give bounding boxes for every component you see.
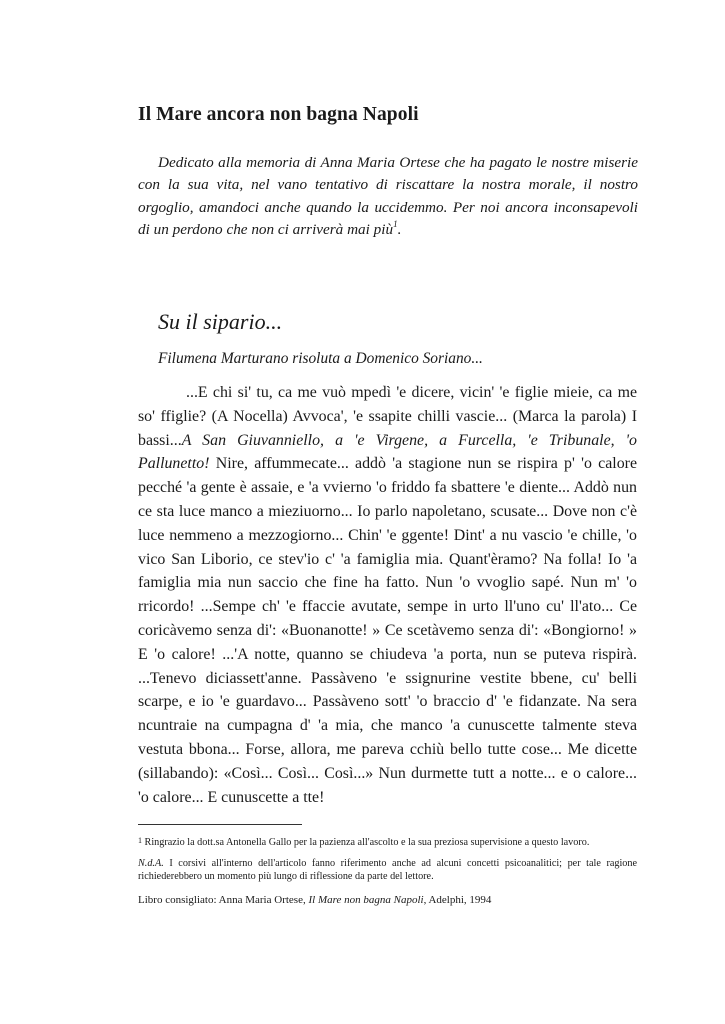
- body-text-part2: Nire, affummecate... addò 'a stagione nun se rispira p' 'o calore pecché 'a gente è assaie, e 'a vvierno 'o friddo fa sbattere 'e diente... Addò nun ce sta luce manco a mieziuorno... Io parlo napoletano, scusate... Dove non c'è luce nemmeno a mezzogiorno... Chin' 'e ggente! Dint' a nu vascio 'e chille, 'o vico San Liborio, ce stev'io c' 'a famiglia mia. Quant'èramo? Na folla! Io 'a famiglia mia nun saccio che fine ha fatto. Nun 'o vvoglio sapé. Nun m' 'o rricordo! ...Sempe ch' 'e ffaccie avutate, sempe in urto ll'uno cu' ll'ato... Ce coricàvemo senza di': «Buonanotte! » Ce scetàvemo senza di': «Bongiorno! » E 'o calore! ...'A notte, quanno se chiudeva 'a porta, nun se puteva rispirà. ...Tenevo diciassett'anne. Passàveno 'e ssignurine vestite bbene, cu' belli scarpe, e io 'e guardavo... Passàveno sott' 'o braccio d' 'e fidanzate. Na sera ncuntraie na cumpagna d' 'a mia, che manco 'a cunuscette talmente steva vestuta bbona... Forse, allora, me pareva cchiù bello tutte cose... Me dicette (sillabando): «Così... Così... Così...» Nun durmette tutt a notte... e o calore... 'o calore... E cunuscette a tte!: [138, 455, 637, 806]
- body-text-italic: A San Giuvanniello, a 'e Virgene, a Furcella, 'e Tribunale, 'o Pallunetto!: [138, 431, 637, 473]
- footnote-divider: [138, 824, 302, 825]
- book-prefix: Libro consigliato: Anna Maria Ortese,: [138, 894, 309, 906]
- book-suffix: , Adelphi, 1994: [423, 894, 492, 906]
- dedication-text: Dedicato alla memoria di Anna Maria Ortese che ha pagato le nostre miserie con la sua vita, nel vano tentativo di riscattare la nostra morale, il nostro orgoglio, amandoci anche quando la uccidemmo. Per noi ancora inconsapevoli di un perdono che non ci arriverà mai più: [138, 154, 638, 238]
- book-recommendation: [138, 893, 637, 907]
- dedication-end: .: [397, 220, 402, 238]
- footnote-text: Ringrazio la dott.sa Antonella Gallo per la pazienza all'ascolto e la sua preziosa supervisione a questo lavoro.: [142, 837, 590, 848]
- page-title: Il Mare ancora non bagna Napoli: [138, 104, 419, 125]
- footnote-reference[interactable]: 1: [393, 218, 398, 229]
- author-note: [138, 857, 637, 883]
- author-note-label: N.d.A.: [138, 858, 164, 869]
- author-note-text: I corsivi all'interno dell'articolo fanno riferimento anche ad alcuni concetti psicoanalitici; per tale ragione richiederebbero un momento più lungo di riflessione da parte del lettore.: [138, 858, 637, 882]
- body-paragraph: [138, 381, 637, 809]
- book-title: Il Mare non bagna Napoli: [308, 894, 424, 906]
- body-text-part1: ...E chi si' tu, ca me vuò mpedì 'e dicere, vicin' 'e figlie mieie, ca me so' ffiglie? (A Nocella) Avvoca', 'e ssapite chilli vascie... (Marca la parola) I bassi...: [138, 384, 637, 449]
- section-subheading: Filumena Marturano risoluta a Domenico Soriano...: [158, 350, 483, 367]
- dedication-paragraph: [138, 152, 638, 241]
- footnote: [138, 834, 638, 849]
- section-heading: Su il sipario...: [158, 309, 283, 334]
- footnote-number: 1: [138, 836, 142, 845]
